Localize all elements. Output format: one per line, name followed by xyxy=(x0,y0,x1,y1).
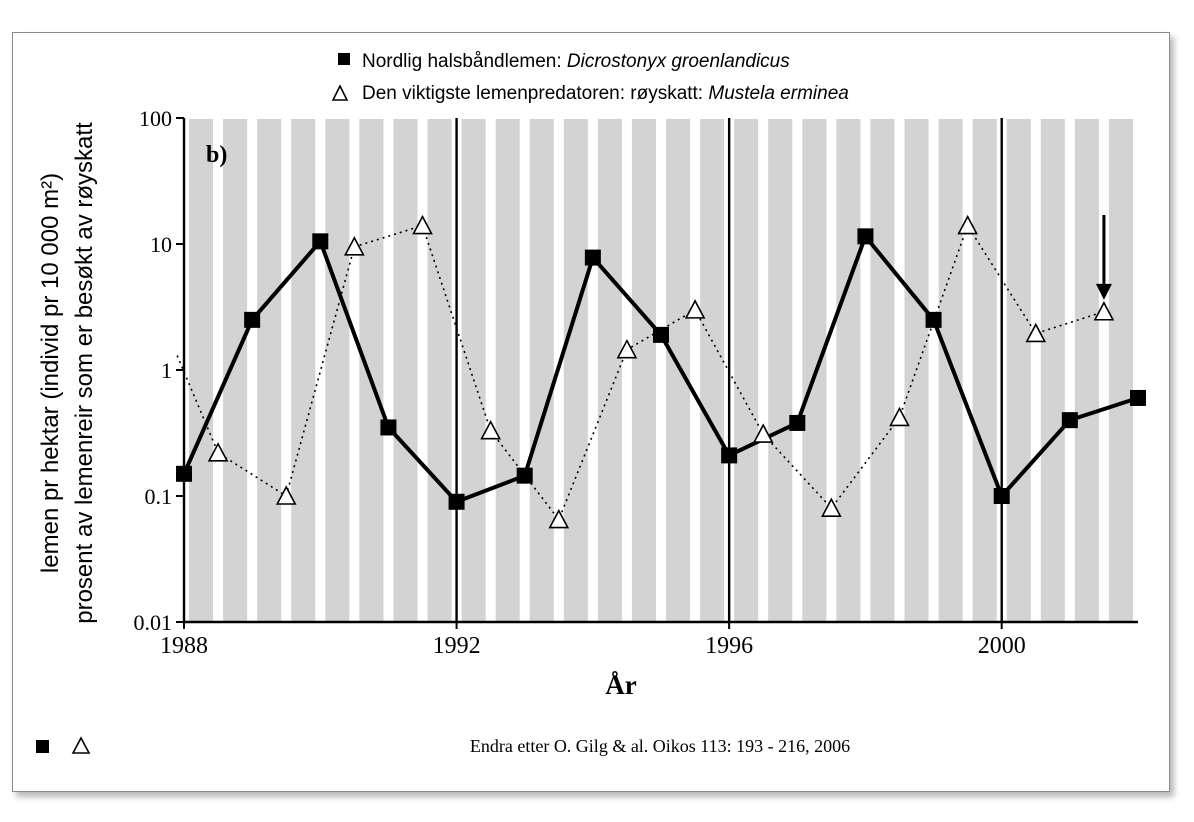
legend-entry-lemming-species: Dicrostonyx groenlandicus xyxy=(566,51,790,72)
lemming-point xyxy=(653,327,669,343)
shaded-band xyxy=(1041,119,1065,621)
shaded-band xyxy=(564,119,588,621)
lemming-point xyxy=(380,419,396,435)
shaded-band xyxy=(1109,119,1133,621)
lemming-point xyxy=(994,488,1010,504)
y-axis-title-2: prosent av lemenreir som er besøkt av røyskatt xyxy=(71,122,98,624)
lemming-point xyxy=(585,250,601,266)
lemming-point xyxy=(1062,412,1078,428)
lemming-point xyxy=(926,312,942,328)
y-tick-label: 100 xyxy=(139,106,172,131)
shaded-band xyxy=(291,119,315,621)
shaded-band xyxy=(223,119,247,621)
shaded-band xyxy=(802,119,826,621)
y-tick-label: 0.01 xyxy=(133,610,172,635)
shaded-band xyxy=(1007,119,1031,621)
shaded-band xyxy=(870,119,894,621)
shaded-band xyxy=(325,119,349,621)
legend xyxy=(333,51,849,104)
panel-label: b) xyxy=(206,142,228,168)
lemming-point xyxy=(789,415,805,431)
x-tick-label: 1988 xyxy=(160,633,208,659)
bottom-square-icon xyxy=(36,740,49,753)
shaded-band xyxy=(939,119,963,621)
lemming-point xyxy=(857,228,873,244)
shaded-band xyxy=(598,119,622,621)
shaded-band xyxy=(462,119,486,621)
shaded-band xyxy=(496,119,520,621)
lemming-point xyxy=(1130,390,1146,406)
shaded-band xyxy=(734,119,758,621)
shaded-band xyxy=(393,119,417,621)
lemming-point xyxy=(721,447,737,463)
legend-entry-lemming xyxy=(362,51,790,72)
legend-entry-lemming-text: Nordlig halsbåndlemen: xyxy=(362,51,567,72)
shaded-band xyxy=(257,119,281,621)
source-note: Endra etter O. Gilg & al. Oikos 113: 193 - 216, 2006 xyxy=(469,736,851,756)
shaded-band xyxy=(359,119,383,621)
legend-triangle-icon xyxy=(333,86,347,100)
legend-entry-stoat-text: Den viktigste lemenpredatoren: røyskatt: xyxy=(362,83,709,104)
shaded-band xyxy=(428,119,452,621)
lemming-point xyxy=(312,233,328,249)
y-tick-label: 0.1 xyxy=(144,484,172,509)
shaded-band xyxy=(530,119,554,621)
shaded-band xyxy=(666,119,690,621)
lemming-point xyxy=(244,312,260,328)
x-tick-label: 1996 xyxy=(705,633,754,659)
shaded-band xyxy=(700,119,724,621)
y-tick-label: 10 xyxy=(150,232,172,257)
shaded-band xyxy=(973,119,997,621)
shaded-band xyxy=(1075,119,1099,621)
legend-entry-stoat xyxy=(362,83,849,104)
y-tick-label: 1 xyxy=(161,358,172,383)
shaded-band xyxy=(836,119,860,621)
x-tick-label: 1992 xyxy=(432,633,481,659)
series-markers xyxy=(176,217,1146,528)
y-axis-title-1: lemen pr hektar (individ pr 10 000 m²) xyxy=(37,172,64,574)
shaded-bands xyxy=(189,119,1133,621)
lemming-point xyxy=(449,494,465,510)
lemming-point xyxy=(176,466,192,482)
x-tick-label: 2000 xyxy=(977,633,1026,659)
x-axis-title: År xyxy=(605,670,637,700)
legend-entry-stoat-species: Mustela erminea xyxy=(708,83,849,104)
shaded-band xyxy=(632,119,656,621)
shaded-band xyxy=(768,119,792,621)
shaded-band xyxy=(189,119,213,621)
legend-square-icon xyxy=(338,53,350,65)
lemming-point xyxy=(517,468,533,484)
bottom-triangle-icon xyxy=(73,738,89,753)
